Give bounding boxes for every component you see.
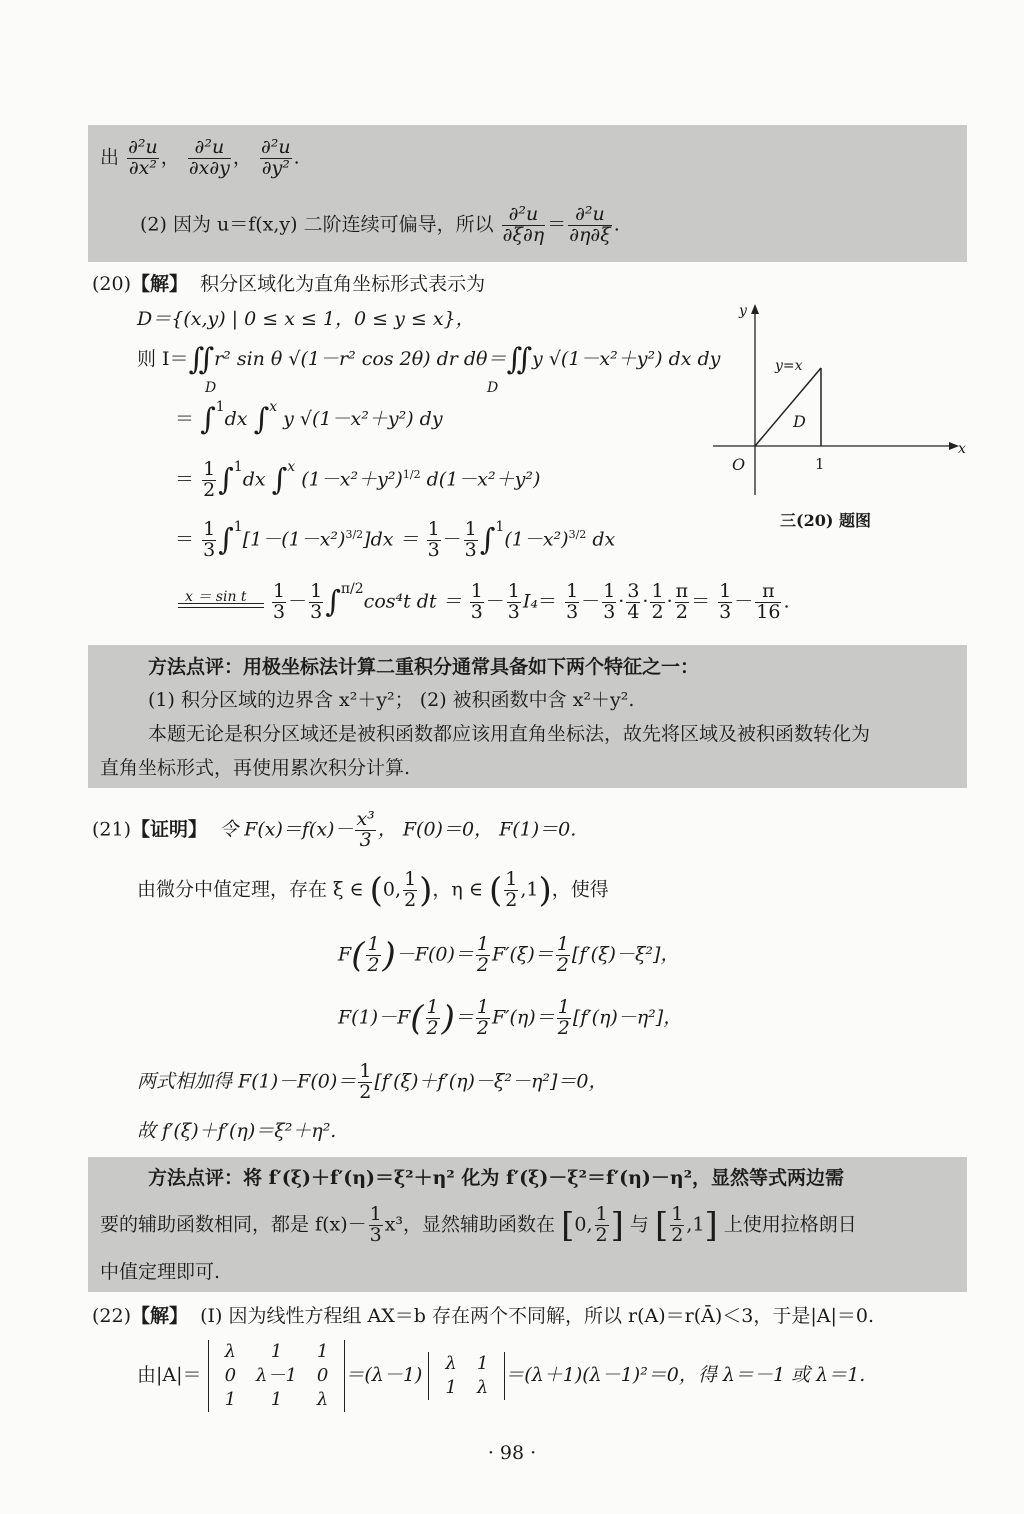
upper-limit: 1 — [495, 519, 505, 536]
equals: ＝ — [175, 528, 195, 551]
numerator: 1 — [476, 933, 490, 955]
y-axis-arrow — [751, 304, 759, 314]
integrand: (1－x²＋y²) — [301, 468, 403, 491]
denominator: 2 — [505, 888, 518, 911]
denominator: ∂η∂ξ — [569, 223, 611, 246]
differential: d(1－x²＋y²) — [426, 468, 541, 491]
differential: dx — [592, 528, 616, 551]
integrand: y √(1－x²＋y²) dy — [283, 408, 443, 430]
q20-domain: D＝{(x,y) | 0 ≤ x ≤ 1，0 ≤ y ≤ x}， — [137, 308, 475, 330]
numerator: 3 — [627, 580, 640, 602]
left-bracket: [ — [561, 1205, 575, 1246]
upper-limit: 1 — [215, 399, 225, 415]
denominator: ∂x² — [128, 156, 157, 179]
matrix-cell: 1 — [445, 1377, 457, 1398]
integral-sign: ∫ — [218, 462, 234, 498]
q20-line3 — [175, 460, 540, 501]
separator: ， — [232, 146, 252, 169]
text: F′(η)＝ — [492, 1006, 555, 1029]
numerator: 1 — [427, 518, 440, 540]
equals: ＝ — [538, 590, 558, 613]
differential: dx — [242, 468, 266, 491]
numerator: 1 — [671, 1203, 684, 1225]
text: [f′(ξ)－ξ²]， — [571, 943, 680, 966]
matrix-cell: 1 — [270, 1341, 283, 1362]
q21-line2: 由微分中值定理，存在 ξ ∈ (0, $\frac{1}{2}$ )，η ∈ ( $\frac{1}{2}$ ,1)，使得 — [137, 868, 609, 911]
q22-line2 — [137, 1340, 865, 1412]
dot: · — [666, 590, 673, 613]
numerator: 1 — [556, 933, 569, 955]
right-bracket: ] — [610, 1205, 624, 1246]
numerator: 1 — [476, 996, 490, 1018]
figure-line-label: y=x — [775, 358, 803, 374]
denominator: 2 — [671, 1223, 684, 1246]
separator: ， — [160, 146, 180, 169]
q21-line4 — [338, 998, 682, 1039]
text: 出 — [100, 146, 120, 169]
denominator: 2 — [404, 888, 417, 911]
integral-sign: ∫ — [271, 462, 288, 498]
right-paren: ) — [441, 998, 455, 1039]
text: ＝(λ＋1)(λ－1)²＝0，得 λ＝－1 或 λ＝1. — [505, 1364, 866, 1386]
solution-tag: 【解】 — [131, 273, 189, 295]
denominator: 4 — [627, 600, 640, 623]
text: F(1)－F — [338, 1006, 411, 1029]
denominator: 2 — [476, 953, 490, 976]
numerator: 1 — [557, 996, 570, 1018]
matrix-cell: 0 — [224, 1365, 237, 1386]
q21-line5 — [137, 1062, 608, 1103]
line-y-equals-x — [755, 368, 821, 446]
q20-heading — [92, 275, 485, 294]
text: x³，显然辅助函数在 — [384, 1213, 556, 1236]
q20-line4 — [175, 520, 615, 561]
numerator: ∂²u — [260, 136, 291, 158]
substitution-arrow — [178, 603, 264, 608]
left-paren: ( — [488, 870, 503, 911]
solution-tag: 【解】 — [131, 1305, 189, 1327]
numerator: 1 — [404, 868, 417, 890]
matrix-cell: 0 — [316, 1365, 329, 1386]
q20-line2 — [175, 399, 443, 437]
numerator: 1 — [719, 580, 732, 602]
box3-line1: 方法点评：将 f′(ξ)＋f′(η)＝ξ²＋η² 化为 f′(ξ)－ξ²＝f′(η)－η²，显然等式两边需 — [148, 1167, 845, 1189]
denominator: 3 — [470, 600, 483, 623]
numerator: 1 — [464, 518, 477, 540]
text: 要的辅助函数相同，都是 f(x)－ — [100, 1213, 367, 1236]
numerator: 1 — [507, 580, 520, 602]
numerator: 1 — [359, 1060, 372, 1082]
box2-line2: (1) 积分区域的边界含 x²＋y²； (2) 被积函数中含 x²＋y². — [148, 689, 635, 711]
denominator: ∂ξ∂η — [502, 223, 545, 246]
denominator: 3 — [310, 600, 323, 623]
text: [f′(ξ)＋f′(η)－ξ²－η²]＝0， — [374, 1070, 608, 1093]
left-paren: ( — [410, 998, 424, 1039]
text: 1 — [526, 878, 539, 901]
minus: － — [734, 590, 754, 613]
intro-text: 积分区域化为直角坐标形式表示为 — [200, 273, 486, 295]
numerator: 1 — [203, 458, 216, 480]
equals: ＝ — [547, 213, 567, 236]
denominator: 2 — [651, 600, 664, 623]
numerator: 1 — [426, 996, 439, 1018]
equals: ＝ — [691, 590, 711, 613]
denominator: 2 — [367, 953, 380, 976]
determinant-2x2 — [428, 1352, 505, 1400]
text: 0 — [382, 878, 396, 901]
text: 由|A|＝ — [137, 1364, 202, 1386]
denominator: 3 — [369, 1223, 382, 1246]
left-bracket: [ — [654, 1205, 669, 1246]
text: ，η ∈ — [432, 878, 483, 901]
denominator: 3 — [464, 538, 477, 561]
integrand: ]dx ＝ — [363, 528, 419, 551]
integral-sign: ∫ — [325, 584, 341, 620]
box3-line2: 要的辅助函数相同，都是 f(x)－ $\frac{1}{3}$ x³，显然辅助函数在 [0, $\frac{1}{2}$ ] 与 [ $\frac{1}{2}$ ,1] 上使用拉格朗日 — [100, 1203, 857, 1246]
text: 与 — [629, 1213, 649, 1236]
integrand: (1－x²) — [504, 528, 569, 551]
domain-subscript: D — [205, 380, 217, 396]
box2-line3: 本题无论是积分区域还是被积函数都应该用直角坐标法，故先将区域及被积函数转化为 — [148, 723, 871, 745]
q20-line1 — [137, 342, 721, 377]
integrand: y √(1－x²＋y²) dx dy — [532, 348, 721, 370]
page-number: · 98 · — [487, 1442, 537, 1464]
numerator: 1 — [203, 518, 216, 540]
text: 则 I＝ — [137, 348, 189, 370]
differential: dx — [224, 408, 248, 430]
integral-symbol: I₄ — [522, 590, 539, 613]
dot: · — [642, 590, 649, 613]
double-integral-sign: ∬ — [188, 342, 215, 377]
box2-line1 — [148, 658, 699, 677]
exponent: 1/2 — [402, 468, 421, 482]
denominator: 3 — [566, 600, 579, 623]
figure-region-label: D — [793, 412, 806, 431]
upper-limit: x — [269, 399, 278, 415]
text: (Ⅰ) 因为线性方程组 AX＝b 存在两个不同解，所以 r(A)＝r(Ā)＜3，于是|A|＝0. — [200, 1305, 875, 1327]
text: ， F(0)＝0， F(1)＝0. — [377, 818, 577, 841]
upper-limit: π/2 — [340, 581, 364, 598]
matrix-cell: λ — [445, 1353, 457, 1374]
denominator: 3 — [427, 538, 440, 561]
denominator: 3 — [603, 600, 616, 623]
denominator: 2 — [426, 1016, 439, 1039]
exponent: 3/2 — [345, 528, 364, 542]
integral-sign: ∫ — [479, 522, 496, 558]
text: 0 — [574, 1213, 587, 1236]
text: F′(ξ)＝ — [492, 943, 554, 966]
minus: － — [485, 590, 505, 613]
figure-origin-label: O — [732, 455, 746, 474]
denominator: 16 — [756, 600, 781, 623]
box1-line1 — [100, 138, 300, 179]
domain-subscript: D — [487, 380, 499, 396]
denominator: 3 — [359, 828, 372, 851]
minus: － — [581, 590, 601, 613]
numerator: 1 — [651, 580, 664, 602]
numerator: ∂²u — [128, 136, 158, 158]
period: . — [783, 590, 790, 613]
left-paren: ( — [351, 935, 365, 976]
numerator: π — [755, 582, 781, 603]
numerator: π — [675, 580, 689, 602]
upper-limit: x — [287, 459, 296, 476]
period: . — [293, 146, 300, 169]
numerator: 1 — [603, 580, 616, 602]
minus: － — [442, 528, 462, 551]
numerator: 1 — [369, 1203, 382, 1225]
q21-line3 — [338, 935, 679, 976]
integrand: r² sin θ √(1－r² cos 2θ) dr dθ＝ — [214, 348, 507, 370]
integral-sign: ∫ — [218, 522, 234, 558]
proof-tag: 【证明】 — [131, 818, 208, 841]
figure-y-label: y — [739, 303, 747, 319]
q22-line1 — [92, 1307, 874, 1326]
region-figure — [705, 300, 970, 510]
left-paren: ( — [369, 870, 383, 911]
denominator: ∂x∂y — [188, 156, 230, 179]
box3-line3: 中值定理即可. — [100, 1261, 221, 1283]
dot: · — [618, 590, 625, 613]
double-integral-sign: ∬ — [506, 342, 533, 377]
numerator: x³ — [356, 808, 375, 830]
period: . — [613, 213, 620, 236]
question-number: (21) — [92, 818, 132, 841]
text: 令 F(x)＝f(x)－ — [219, 818, 354, 841]
q20-line5 — [270, 582, 790, 623]
text: －F(0)＝ — [395, 943, 474, 966]
denominator: 3 — [507, 600, 520, 623]
text: ＝(λ－1) — [345, 1364, 423, 1386]
denominator: 2 — [359, 1080, 372, 1103]
matrix-cell: λ — [224, 1341, 237, 1362]
question-number: (22) — [92, 1305, 132, 1327]
denominator: 2 — [556, 953, 569, 976]
figure-tick-label: 1 — [815, 455, 825, 473]
denominator: 3 — [719, 600, 732, 623]
right-bracket: ] — [704, 1205, 718, 1246]
text: 两式相加得 F(1)－F(0)＝ — [137, 1070, 357, 1093]
text: 由微分中值定理，存在 ξ ∈ — [137, 878, 364, 901]
equals: ＝ — [175, 468, 195, 491]
denominator: 2 — [595, 1223, 608, 1246]
text: (2) 因为 u＝f(x,y) 二阶连续可偏导，所以 — [140, 213, 494, 236]
integrand: cos⁴t dt ＝ — [363, 590, 462, 613]
review-text: 方法点评：用极坐标法计算二重积分通常具备如下两个特征之一： — [148, 656, 700, 678]
matrix-cell: 1 — [224, 1389, 237, 1410]
denominator: 3 — [273, 600, 286, 623]
matrix-cell: λ－1 — [256, 1365, 297, 1386]
equals: ＝ — [175, 408, 195, 430]
text: 1 — [692, 1213, 705, 1236]
question-number: (20) — [92, 273, 132, 295]
matrix-cell: λ — [316, 1389, 329, 1410]
integral-sign: ∫ — [200, 402, 216, 437]
integral-sign: ∫ — [253, 402, 270, 437]
numerator: 1 — [273, 580, 286, 602]
denominator: ∂y² — [261, 156, 290, 179]
figure-x-label: x — [958, 441, 966, 457]
denominator: 3 — [203, 538, 216, 561]
numerator: 1 — [595, 1203, 608, 1225]
upper-limit: 1 — [233, 459, 243, 476]
text: ，使得 — [551, 878, 609, 901]
q21-line1 — [92, 810, 576, 851]
box1-line2 — [140, 205, 620, 246]
matrix-cell: 1 — [476, 1353, 489, 1374]
text: F — [338, 943, 352, 966]
numerator: ∂²u — [568, 205, 612, 226]
numerator: 1 — [505, 868, 518, 890]
denominator: 2 — [203, 478, 216, 501]
matrix-cell: 1 — [270, 1389, 283, 1410]
substitution-label: x ＝ sin t — [185, 589, 247, 605]
numerator: 1 — [367, 933, 380, 955]
exponent: 3/2 — [568, 528, 587, 542]
numerator: 1 — [470, 580, 483, 602]
numerator: 1 — [566, 580, 579, 602]
text: ＝ — [454, 1006, 474, 1029]
integrand: [1－(1－x²) — [242, 528, 346, 551]
right-paren: ) — [419, 870, 433, 911]
q21-line6: 故 f′(ξ)＋f′(η)＝ξ²＋η². — [137, 1120, 337, 1142]
matrix-cell: λ — [476, 1377, 489, 1398]
denominator: 2 — [476, 1016, 490, 1039]
denominator: 2 — [557, 1016, 570, 1039]
numerator: 1 — [310, 580, 323, 602]
numerator: ∂²u — [188, 138, 231, 159]
numerator: ∂²u — [502, 205, 546, 226]
matrix-cell: 1 — [316, 1341, 329, 1362]
determinant-3x3 — [208, 1340, 346, 1412]
box2-line4: 直角坐标形式，再使用累次积分计算. — [100, 757, 411, 779]
text: 上使用拉格朗日 — [723, 1213, 857, 1236]
upper-limit: 1 — [233, 519, 243, 536]
denominator: 2 — [675, 600, 688, 623]
right-paren: ) — [538, 870, 552, 911]
figure-caption: 三(20) 题图 — [780, 511, 871, 530]
minus: － — [288, 590, 308, 613]
right-paren: ) — [382, 935, 396, 976]
text: [f′(η)－η²]， — [572, 1006, 683, 1029]
